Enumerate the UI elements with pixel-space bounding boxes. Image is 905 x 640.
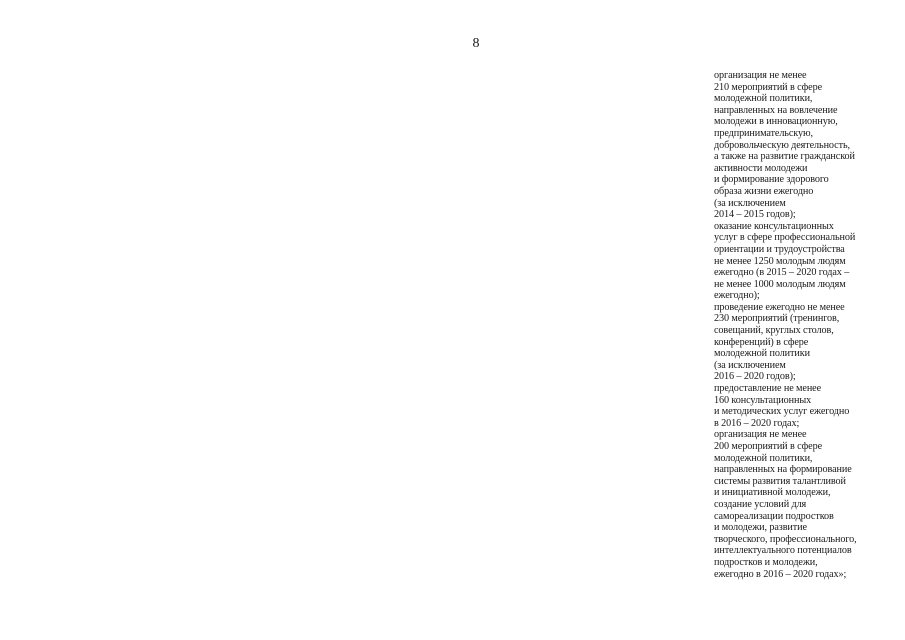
text-line: не менее 1000 молодым людям (714, 278, 846, 290)
text-line: системы развития талантливой (714, 475, 846, 487)
text-line: предоставление не менее (714, 383, 822, 395)
text-line: молодежной политики, (714, 93, 813, 105)
text-line: направленных на формирование (714, 464, 852, 476)
text-line: конференций) в сфере (714, 336, 809, 348)
text-line: организация не менее (714, 70, 807, 81)
text-line: 2014 – 2015 годов); (714, 209, 796, 221)
text-line: молодежной политики (714, 348, 810, 360)
text-line: интеллектуального потенциалов (714, 545, 852, 557)
text-line: совещаний, круглых столов, (714, 325, 834, 337)
text-line: 230 мероприятий (тренингов, (714, 313, 840, 325)
text-line: молодежи в инновационную, (714, 116, 838, 128)
text-line: активности молодежи (714, 162, 808, 174)
text-line: оказание консультационных (714, 220, 834, 232)
text-line: 200 мероприятий в сфере (714, 441, 823, 452)
text-line: (за исключением (714, 197, 786, 209)
text-line: направленных на вовлечение (714, 104, 838, 116)
text-line: и инициативной молодежи, (714, 487, 831, 499)
page-number: 8 (472, 36, 480, 51)
text-line: и молодежи, развитие (714, 522, 807, 534)
text-line: (за исключением (714, 359, 786, 371)
text-line: добровольческую деятельность, (714, 139, 850, 151)
text-line: создание условий для (714, 498, 807, 510)
text-line: и формирование здорового (714, 174, 829, 186)
text-line: и методических услуг ежегодно (714, 406, 850, 418)
text-line: ежегодно в 2016 – 2020 годах»; (714, 568, 847, 580)
text-line: 160 консультационных (714, 394, 812, 406)
text-line: 2016 – 2020 годов); (714, 371, 796, 383)
document-text-column (714, 70, 899, 580)
text-line: образа жизни ежегодно (714, 185, 814, 197)
text-line: в 2016 – 2020 годах; (714, 417, 800, 429)
text-line: 210 мероприятий в сфере (714, 81, 823, 93)
text-line: самореализации подростков (714, 510, 834, 522)
text-line: предпринимательскую, (714, 127, 813, 139)
text-line: подростков и молодежи, (714, 556, 818, 568)
text-line: творческого, профессионального, (714, 533, 857, 545)
text-line: услуг в сфере профессиональной (714, 232, 856, 244)
text-line: а также на развитие гражданской (714, 151, 855, 163)
text-line: организация не менее (714, 429, 807, 441)
text-line: не менее 1250 молодым людям (714, 255, 846, 267)
text-line: ежегодно); (714, 290, 760, 302)
text-line: ежегодно (в 2015 – 2020 годах – (714, 267, 850, 279)
text-line: проведение ежегодно не менее (714, 301, 845, 313)
text-line: ориентации и трудоустройства (714, 243, 845, 255)
text-line: молодежной политики, (714, 452, 813, 464)
